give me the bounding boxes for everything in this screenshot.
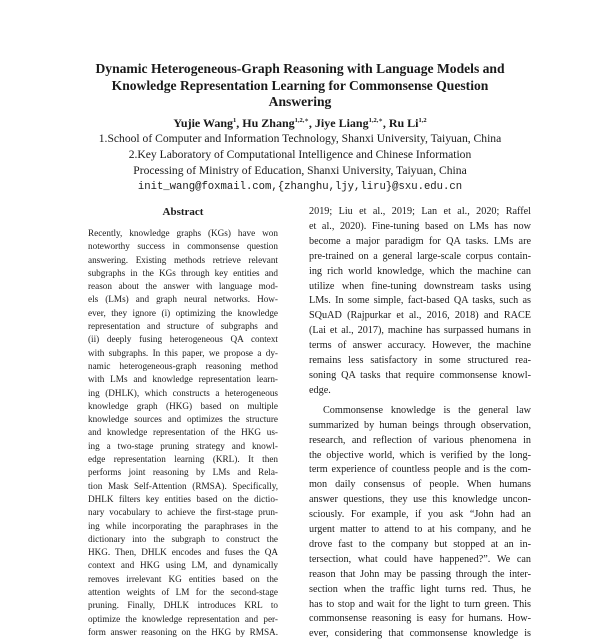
affiliation-line: 1.School of Computer and Information Technology, Shanxi University, Taiyuan, China: [98, 132, 502, 145]
author-name: Hu Zhang: [242, 116, 295, 130]
body-line: sciously. For example, if you ask “John had an: [309, 509, 531, 521]
body-line: edge.: [309, 384, 331, 396]
title-line: Knowledge Representation Learning for Commonsense Question: [111, 77, 489, 93]
body-line: urgent matter to attend to at his company, and he: [309, 524, 531, 536]
abstract-body: [88, 227, 278, 639]
abstract-line: namic heterogeneous-graph reasoning method: [88, 360, 278, 371]
abstract-line: removes irrelevant KG entities based on the: [88, 573, 278, 584]
body-line: pre-trained on a general large-scale corpus contain-: [309, 250, 531, 262]
body-line: has to stop and wait for the light to turn green. This: [309, 598, 531, 610]
affiliation-line: 2.Key Laboratory of Computational Intelligence and Chinese Information: [128, 148, 472, 161]
abstract-line: with LMs and knowledge representation learn-: [88, 374, 278, 385]
abstract-line: DHLK filters key entities based on the dictio-: [88, 493, 278, 504]
body-line: (Lai et al., 2017), machine has surpassed humans in: [309, 325, 531, 337]
body-line: answer questions, they use this knowledge uncon-: [309, 494, 531, 506]
body-line: tersection, what could have happened?”. We can: [309, 553, 531, 565]
author-emails: init_wang@foxmail.com,{zhanghu,ljy,liru}@sxu.edu.cn: [137, 181, 463, 193]
abstract-line: els (LMs) and graph neural networks. How-: [88, 294, 278, 305]
body-line: commonsense reasoning is easy for humans. How-: [309, 613, 531, 625]
abstract-line: pruning. Finally, DHLK introduces KRL to: [88, 600, 278, 611]
body-line: mon daily consensus of people. When humans: [309, 479, 531, 491]
body-column-right: [309, 205, 531, 642]
author-name: Jiye Liang: [314, 116, 369, 130]
abstract-line: tion Mask Self-Attention (RMSA). Specifically,: [88, 480, 278, 491]
body-line: soning QA tasks that require commonsense knowl-: [309, 369, 531, 381]
abstract-line: nary vocabulary to achieve the first-stage prun-: [88, 507, 278, 518]
title-line: Answering: [268, 94, 332, 109]
abstract-line: subgraphs in the KGs through key entities and: [88, 267, 278, 278]
abstract-line: representation and structure of subgraphs and: [88, 321, 278, 332]
title-line: Dynamic Heterogeneous-Graph Reasoning with Language Models and: [95, 61, 505, 76]
body-line: drove fast to the company but stopped at an in-: [309, 538, 531, 550]
abstract-line: edge representation learning (KRL). It then: [88, 454, 278, 465]
affiliation-line: Processing of Ministry of Education, Shanxi University, Taiyuan, China: [133, 164, 467, 177]
body-paragraph: [309, 205, 531, 399]
abstract-line: noteworthy success in commonsense question: [88, 241, 278, 252]
author-affil-mark: 1,2: [418, 117, 427, 124]
abstract-line: context and HKG using LM, and dynamically: [88, 560, 278, 571]
abstract-line: performs joint reasoning by LMs and Rela-: [88, 467, 278, 478]
body-line: section when the traffic light turns red. Thus, he: [309, 583, 531, 595]
author-name: Yujie Wang: [173, 116, 234, 130]
abstract-line: ing while incorporating the paraphrases in the: [88, 520, 278, 531]
body-line: reason that John may be passing through the inter-: [309, 568, 531, 580]
abstract-line: dictionary into the subgraph to construct the: [88, 533, 278, 544]
author-affil-mark: 1,2,∗: [294, 117, 309, 124]
body-line: 2019; Liu et al., 2019; Lan et al., 2020; Raffel: [309, 206, 531, 217]
body-line: research, and reflection of various phenomena in: [309, 434, 531, 446]
abstract-line: knowledge graph (HKG) based on multiple: [88, 400, 278, 411]
body-line: utilize when fine-tuning downstream tasks using: [309, 280, 531, 292]
body-line: summarized by human beings through observation,: [309, 419, 531, 431]
body-line: terms of answer accuracy. However, the machine: [309, 340, 531, 352]
body-line: the objective world, which is verified by the long-: [309, 449, 531, 461]
abstract-line: (ii) deeply fusing heterogeneous QA context: [88, 334, 278, 345]
abstract-heading: Abstract: [162, 206, 204, 218]
abstract-line: ever, they ignore (i) optimizing the knowledge: [88, 307, 278, 318]
abstract-line: form answer reasoning on the HKG by RMSA.: [88, 626, 278, 637]
body-line: remains less satisfactory in some structured rea-: [309, 355, 531, 367]
author-name: Ru Li: [388, 116, 419, 130]
body-line: Commonsense knowledge is the general law: [323, 404, 531, 416]
body-line: ing rich world knowledge, which the machine can: [309, 265, 531, 277]
abstract-line: knowledge sources and optimizes the structure: [88, 414, 278, 425]
abstract-line: reason about the answer with language mod-: [88, 281, 278, 292]
abstract-line: answering. Existing methods retrieve relevant: [88, 254, 278, 265]
body-paragraph: [309, 404, 531, 642]
abstract-line: Recently, knowledge graphs (KGs) have won: [88, 228, 278, 238]
abstract-line: HKG. Then, DHLK encodes and fuses the QA: [88, 547, 278, 558]
paper-title: [60, 61, 540, 111]
body-line: SQuAD (Rajpurkar et al., 2016, 2018) and RACE: [309, 310, 531, 322]
body-line: become a major paradigm for QA tasks. LMs are: [309, 235, 531, 247]
body-line: LMs. In some simple, fact-based QA tasks, such as: [309, 295, 531, 307]
body-line: ever, considering that commonsense knowledge is: [309, 628, 531, 640]
body-line: et al., 2020). Fine-tuning based on LMs has now: [309, 220, 531, 232]
body-line: term experience of countless people and is the com-: [309, 464, 531, 476]
author-affil-mark: 1,2,∗: [368, 117, 383, 124]
affiliations: [60, 131, 540, 179]
author-list: Yujie Wang$^1$, Hu Zhang$^{1,2,∗}$, Jiye Liang$^{1,2,∗}$, Ru Li$^{1,2}$: [173, 116, 427, 130]
abstract-line: optimize the knowledge representation and per-: [88, 613, 278, 624]
abstract-line: and knowledge representation of the HKG us-: [88, 427, 278, 438]
author-affil-mark: 1: [233, 117, 237, 124]
abstract-line: ing a two-stage pruning strategy and knowl-: [88, 440, 278, 451]
abstract-line: attention weights of LM for the second-stage: [88, 587, 278, 598]
abstract-line: with subgraphs. In this paper, we propose a dy-: [88, 347, 278, 358]
abstract-line: ing (DHLK), which constructs a heterogeneous: [88, 387, 278, 398]
